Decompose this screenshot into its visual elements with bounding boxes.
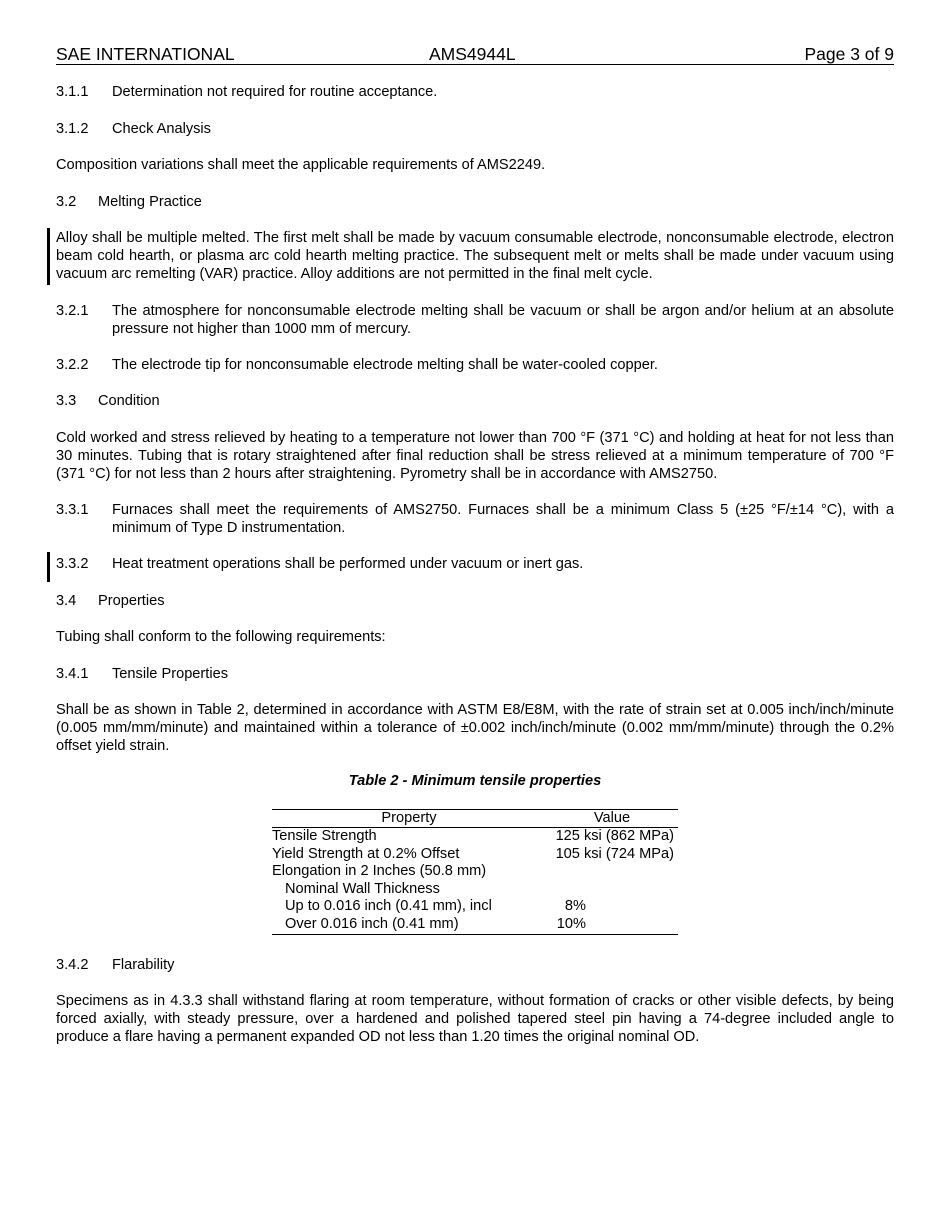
header-page-number: Page 3 of 9 bbox=[804, 44, 894, 64]
paragraph-check-analysis: Composition variations shall meet the applicable requirements of AMS2249. bbox=[56, 157, 546, 173]
paragraph-tensile: Shall be as shown in Table 2, determined in accordance with ASTM E8/E8M, with the rate of strain set at 0.005 inch/inch/minute (0.005 mm/mm/minute) and maintained within a tolerance of ±0.002 inch/inch/minute (0.002 mm/mm/minute) through the 0.2% offset yield strain. bbox=[56, 702, 894, 754]
value-cell bbox=[546, 881, 678, 899]
table-header-row bbox=[272, 810, 678, 828]
tensile-properties-table bbox=[272, 809, 678, 935]
property-cell: Yield Strength at 0.2% Offset bbox=[272, 845, 460, 862]
section-3-2-2: 3.2.2 The electrode tip for nonconsumable electrode melting shall be water-cooled copper. bbox=[56, 357, 658, 373]
value-cell: 10% bbox=[546, 916, 678, 934]
table-row bbox=[272, 916, 678, 934]
property-cell: Over 0.016 inch (0.41 mm) bbox=[272, 916, 546, 934]
column-header-value: Value bbox=[546, 810, 678, 828]
table-row bbox=[272, 846, 678, 864]
header-doc-number: AMS4944L bbox=[429, 44, 516, 64]
value-cell: 125 ksi (862 MPa) bbox=[555, 828, 674, 844]
table-row bbox=[272, 881, 678, 899]
section-3-2-1: 3.2.1 The atmosphere for nonconsumable electrode melting shall be vacuum or shall be argon and/or helium at an absolute pressure not higher than 1000 mm of mercury. bbox=[56, 303, 894, 337]
section-3-3-heading: 3.3 Condition bbox=[56, 393, 160, 409]
paragraph-melting-practice: Alloy shall be multiple melted. The first melt shall be made by vacuum consumable electrode, nonconsumable electrode, electron beam cold hearth, or plasma arc cold hearth melting practice. The subsequent melt or melts shall be made under vacuum using vacuum arc remelting (VAR) practice. Alloy additions are not permitted in the final melt cycle. bbox=[56, 230, 894, 282]
table-row bbox=[272, 828, 678, 846]
table-row bbox=[272, 863, 678, 881]
page-header bbox=[56, 44, 894, 65]
table-caption: Table 2 - Minimum tensile properties bbox=[348, 773, 602, 789]
section-3-1-2-heading: 3.1.2 Check Analysis bbox=[56, 121, 211, 137]
paragraph-condition: Cold worked and stress relieved by heating to a temperature not lower than 700 °F (371 °C) and holding at heat for not less than 30 minutes. Tubing that is rotary straightened after final reduction shall be stress relieved at a minimum temperature of 700 °F (371 °C) for not less than 2 hours after straightening. Pyrometry shall be in accordance with AMS2750. bbox=[56, 430, 894, 482]
paragraph-flarability: Specimens as in 4.3.3 shall withstand flaring at room temperature, without formation of cracks or other visible defects, by being forced axially, with steady pressure, over a hardened and polished tapered steel pin having a 74-degree included angle to produce a flare having a permanent expanded OD not less than 1.20 times the original nominal OD. bbox=[56, 993, 894, 1045]
revision-change-bar bbox=[47, 228, 50, 285]
header-org: SAE INTERNATIONAL bbox=[56, 44, 235, 64]
section-3-1-1: 3.1.1 Determination not required for routine acceptance. bbox=[56, 84, 438, 100]
value-cell: 105 ksi (724 MPa) bbox=[555, 845, 674, 862]
table-row bbox=[272, 898, 678, 916]
property-cell: Up to 0.016 inch (0.41 mm), incl bbox=[285, 898, 492, 915]
section-3-3-1: 3.3.1 Furnaces shall meet the requirements of AMS2750. Furnaces shall be a minimum Class 5 (±25 °F/±14 °C), with a minimum of Type D instrumentation. bbox=[56, 502, 894, 536]
section-3-4-heading: 3.4 Properties bbox=[56, 593, 165, 609]
property-cell: Nominal Wall Thickness bbox=[285, 880, 440, 897]
section-3-4-1-heading: 3.4.1 Tensile Properties bbox=[56, 666, 228, 682]
paragraph-properties: Tubing shall conform to the following requirements: bbox=[56, 629, 386, 645]
value-cell: 8% bbox=[564, 898, 586, 915]
value-cell bbox=[546, 863, 678, 881]
section-3-4-2-heading: 3.4.2 Flarability bbox=[56, 957, 175, 973]
section-3-3-2: 3.3.2 Heat treatment operations shall be performed under vacuum or inert gas. bbox=[56, 556, 584, 572]
revision-change-bar bbox=[47, 552, 50, 582]
column-header-property: Property bbox=[272, 810, 546, 828]
property-cell: Tensile Strength bbox=[272, 828, 377, 844]
section-3-2-heading: 3.2 Melting Practice bbox=[56, 194, 202, 210]
property-cell: Elongation in 2 Inches (50.8 mm) bbox=[272, 863, 487, 880]
